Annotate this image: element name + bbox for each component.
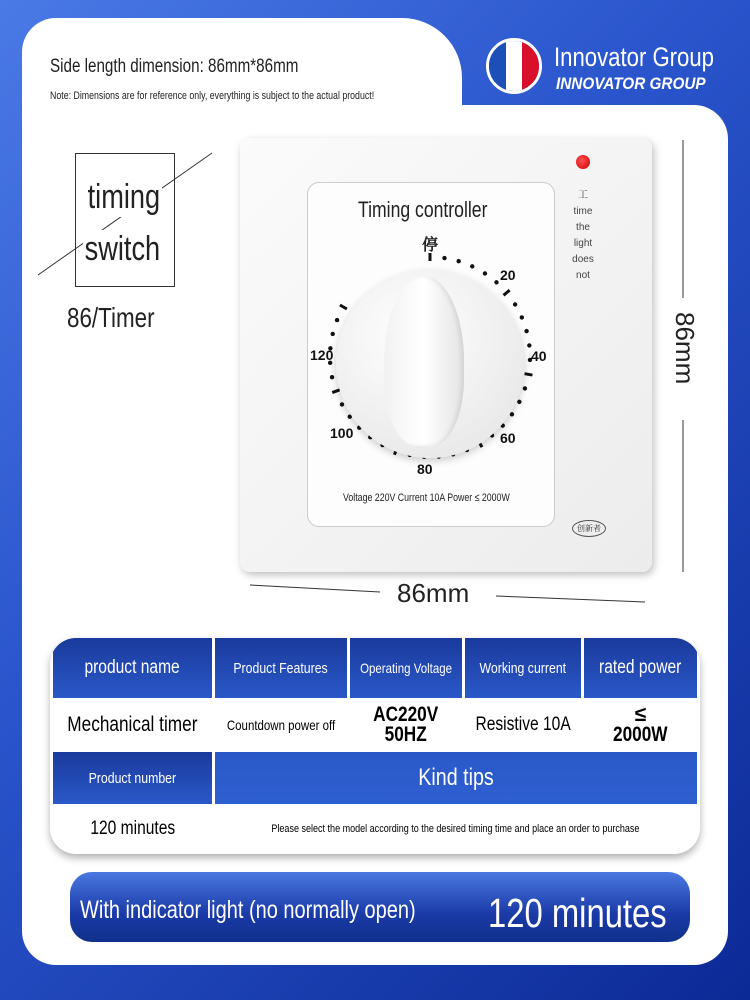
- value-kind-tips: Please select the model according to the desired timing time and place an order to purchase: [271, 823, 640, 835]
- side-text-line: light: [573, 238, 593, 249]
- brand-name-caps: INNOVATOR GROUP: [556, 74, 706, 93]
- header-working-current: Working current: [479, 659, 567, 677]
- side-text-line: time: [573, 206, 593, 217]
- maker-logo: 创新者: [572, 520, 606, 537]
- tag-line2: switch: [84, 230, 161, 268]
- tag-model: 86/Timer: [67, 302, 155, 333]
- side-text-line: does: [572, 254, 594, 265]
- tag-line1: timing: [87, 178, 161, 216]
- dimension-title: Side length dimension: 86mm*86mm: [50, 56, 299, 77]
- scale-100: 100: [330, 425, 354, 441]
- height-dimension: 86mm: [670, 312, 700, 385]
- scale-80: 80: [417, 461, 433, 477]
- timer-spec: Voltage 220V Current 10A Power ≤ 2000W: [343, 492, 510, 504]
- width-dimension: 86mm: [397, 578, 470, 608]
- header-rated-power: rated power: [599, 657, 682, 678]
- value-working-current: Resistive 10A: [475, 714, 571, 735]
- banner-duration: 120 minutes: [488, 890, 667, 936]
- header-kind-tips: Kind tips: [418, 764, 494, 791]
- value-product-name: Mechanical timer: [67, 713, 198, 736]
- scale-40: 40: [531, 348, 547, 364]
- value-voltage-line2: 50HZ: [384, 723, 427, 746]
- banner-option: With indicator light (no normally open): [80, 896, 416, 924]
- value-product-number: 120 minutes: [89, 818, 175, 839]
- side-text-line: 工: [578, 190, 588, 201]
- value-voltage-line1: AC220V: [373, 703, 439, 726]
- scale-20: 20: [500, 267, 516, 283]
- scale-120: 120: [310, 347, 334, 363]
- stop-label: 停: [422, 237, 439, 254]
- value-product-features: Countdown power off: [226, 717, 335, 733]
- side-text-line: not: [576, 270, 590, 281]
- value-power-line2: 2000W: [613, 723, 668, 746]
- timer-title: Timing controller: [358, 197, 488, 222]
- header-operating-voltage: Operating Voltage: [359, 660, 452, 676]
- value-power-line1: ≤: [634, 703, 647, 726]
- brand-name: Innovator Group: [554, 42, 715, 72]
- scale-60: 60: [500, 430, 516, 446]
- spec-table: [50, 638, 700, 854]
- dimension-note: Note: Dimensions are for reference only, everything is subject to the actual product!: [50, 90, 375, 102]
- side-text-line: the: [576, 222, 590, 233]
- option-banner[interactable]: [70, 872, 690, 942]
- header-product-name: product name: [84, 657, 180, 678]
- header-product-number: Product number: [88, 769, 177, 787]
- header-product-features: Product Features: [233, 659, 328, 677]
